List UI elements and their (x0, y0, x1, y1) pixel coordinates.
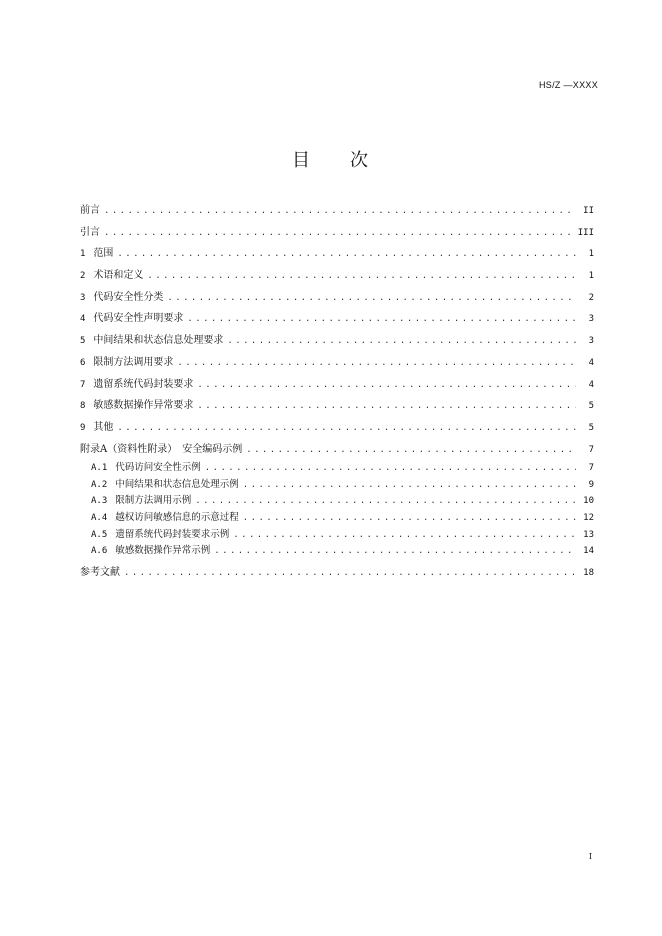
toc-entry[interactable] (80, 417, 594, 439)
page-title (0, 146, 662, 172)
toc-entry-page: 3 (588, 336, 594, 347)
toc-subentry-page: 14 (583, 546, 594, 557)
leader-dots (243, 510, 576, 527)
toc-entry-title: 附录A（资料性附录） 安全编码示例 (80, 443, 243, 455)
leader-dots (195, 493, 576, 510)
toc-entry-page: 1 (588, 249, 594, 260)
toc-subentry-number: A.1 (91, 463, 108, 474)
leader-dots (167, 288, 576, 310)
toc-entry-number: 7 (80, 379, 86, 390)
toc-subentry-title: 代码访问安全性示例 (115, 462, 201, 474)
toc-entry-title: 参考文献 (80, 566, 120, 578)
leader-dots (197, 375, 576, 397)
leader-dots (104, 201, 576, 223)
toc-entry-page: 18 (583, 567, 594, 578)
toc-entry-title: 敏感数据操作异常要求 (93, 400, 194, 412)
toc-entry-number: 9 (80, 422, 86, 433)
title-char-1: 目 (292, 150, 312, 171)
toc-entry-title: 范围 (93, 248, 114, 260)
document-code: HS/Z —XXXX (538, 80, 598, 90)
leader-dots (187, 309, 576, 331)
toc-entry-page: III (577, 227, 594, 238)
leader-dots (124, 563, 576, 585)
toc-subentry[interactable] (80, 543, 594, 560)
leader-dots (205, 460, 576, 477)
toc-subentry[interactable] (80, 460, 594, 477)
leader-dots (197, 396, 576, 418)
leader-dots (117, 418, 576, 440)
leader-dots (243, 477, 576, 494)
toc-entry-title: 其他 (93, 421, 114, 433)
toc-subentry-title: 限制方法调用示例 (115, 495, 192, 507)
toc-entry[interactable] (80, 287, 594, 309)
toc-subentry-page: 9 (588, 479, 594, 490)
toc-entry-title: 代码安全性分类 (93, 291, 164, 303)
toc-entry-page: 3 (588, 314, 594, 325)
toc-entry-appendix[interactable] (80, 439, 594, 461)
toc-subentry[interactable] (80, 477, 594, 494)
toc-entry-number: 5 (80, 336, 86, 347)
footer-page-number: I (588, 852, 592, 861)
leader-dots (246, 440, 576, 462)
toc-entry-title: 代码安全性声明要求 (93, 313, 184, 325)
toc-entry-page: 1 (588, 271, 594, 282)
toc-subentry-page: 10 (583, 496, 594, 507)
toc-entry[interactable] (80, 243, 594, 265)
leader-dots (147, 266, 576, 288)
toc-entry-title: 限制方法调用要求 (93, 356, 174, 368)
toc-subentry-page: 7 (588, 463, 594, 474)
toc-subentry-number: A.5 (91, 529, 108, 540)
toc-entry[interactable] (80, 352, 594, 374)
toc-entry-number: 3 (80, 292, 86, 303)
toc-entry-number: 6 (80, 357, 86, 368)
toc-subentry[interactable] (80, 510, 594, 527)
toc-entry[interactable] (80, 374, 594, 396)
table-of-contents (80, 200, 594, 584)
toc-subentry-title: 敏感数据操作异常示例 (115, 545, 211, 557)
toc-entry-page: 7 (588, 444, 594, 455)
leader-dots (177, 353, 576, 375)
toc-subentry-number: A.6 (91, 546, 108, 557)
toc-entry-number: 8 (80, 401, 86, 412)
toc-entry[interactable] (80, 200, 594, 222)
toc-entry[interactable] (80, 330, 594, 352)
toc-subentry-number: A.4 (91, 513, 108, 524)
toc-entry-title: 前言 (80, 205, 100, 216)
leader-dots (104, 223, 574, 245)
toc-entry-page: 4 (588, 379, 594, 390)
toc-subentry-page: 13 (583, 529, 594, 540)
leader-dots (214, 543, 576, 560)
toc-entry-title: 术语和定义 (93, 270, 144, 282)
leader-dots (233, 527, 576, 544)
toc-entry-number: 2 (80, 271, 86, 282)
toc-subentry-page: 12 (583, 513, 594, 524)
toc-subentry[interactable] (80, 493, 594, 510)
leader-dots (117, 244, 576, 266)
toc-entry-title: 中间结果和状态信息处理要求 (93, 335, 224, 347)
toc-entry-page: 4 (588, 357, 594, 368)
toc-entry-number: 4 (80, 314, 86, 325)
toc-subentry-title: 中间结果和状态信息处理示例 (115, 478, 239, 490)
toc-subentry[interactable] (80, 527, 594, 544)
toc-entry[interactable] (80, 222, 594, 244)
toc-subentry-title: 遗留系统代码封装要求示例 (115, 528, 230, 540)
toc-subentry-title: 越权访问敏感信息的示意过程 (115, 512, 239, 524)
toc-entry-page: II (583, 206, 594, 216)
toc-entry-title: 遗留系统代码封装要求 (93, 378, 194, 390)
toc-entry[interactable] (80, 308, 594, 330)
toc-entry-references[interactable] (80, 562, 594, 584)
toc-entry-page: 5 (588, 422, 594, 433)
toc-entry-number: 1 (80, 249, 86, 260)
leader-dots (227, 331, 576, 353)
toc-subentry-number: A.2 (91, 479, 108, 490)
toc-entry-title: 引言 (80, 226, 100, 238)
toc-subentry-number: A.3 (91, 496, 108, 507)
toc-entry[interactable] (80, 265, 594, 287)
toc-entry-page: 2 (588, 292, 594, 303)
title-char-2: 次 (350, 150, 370, 171)
toc-entry-page: 5 (588, 401, 594, 412)
toc-entry[interactable] (80, 395, 594, 417)
